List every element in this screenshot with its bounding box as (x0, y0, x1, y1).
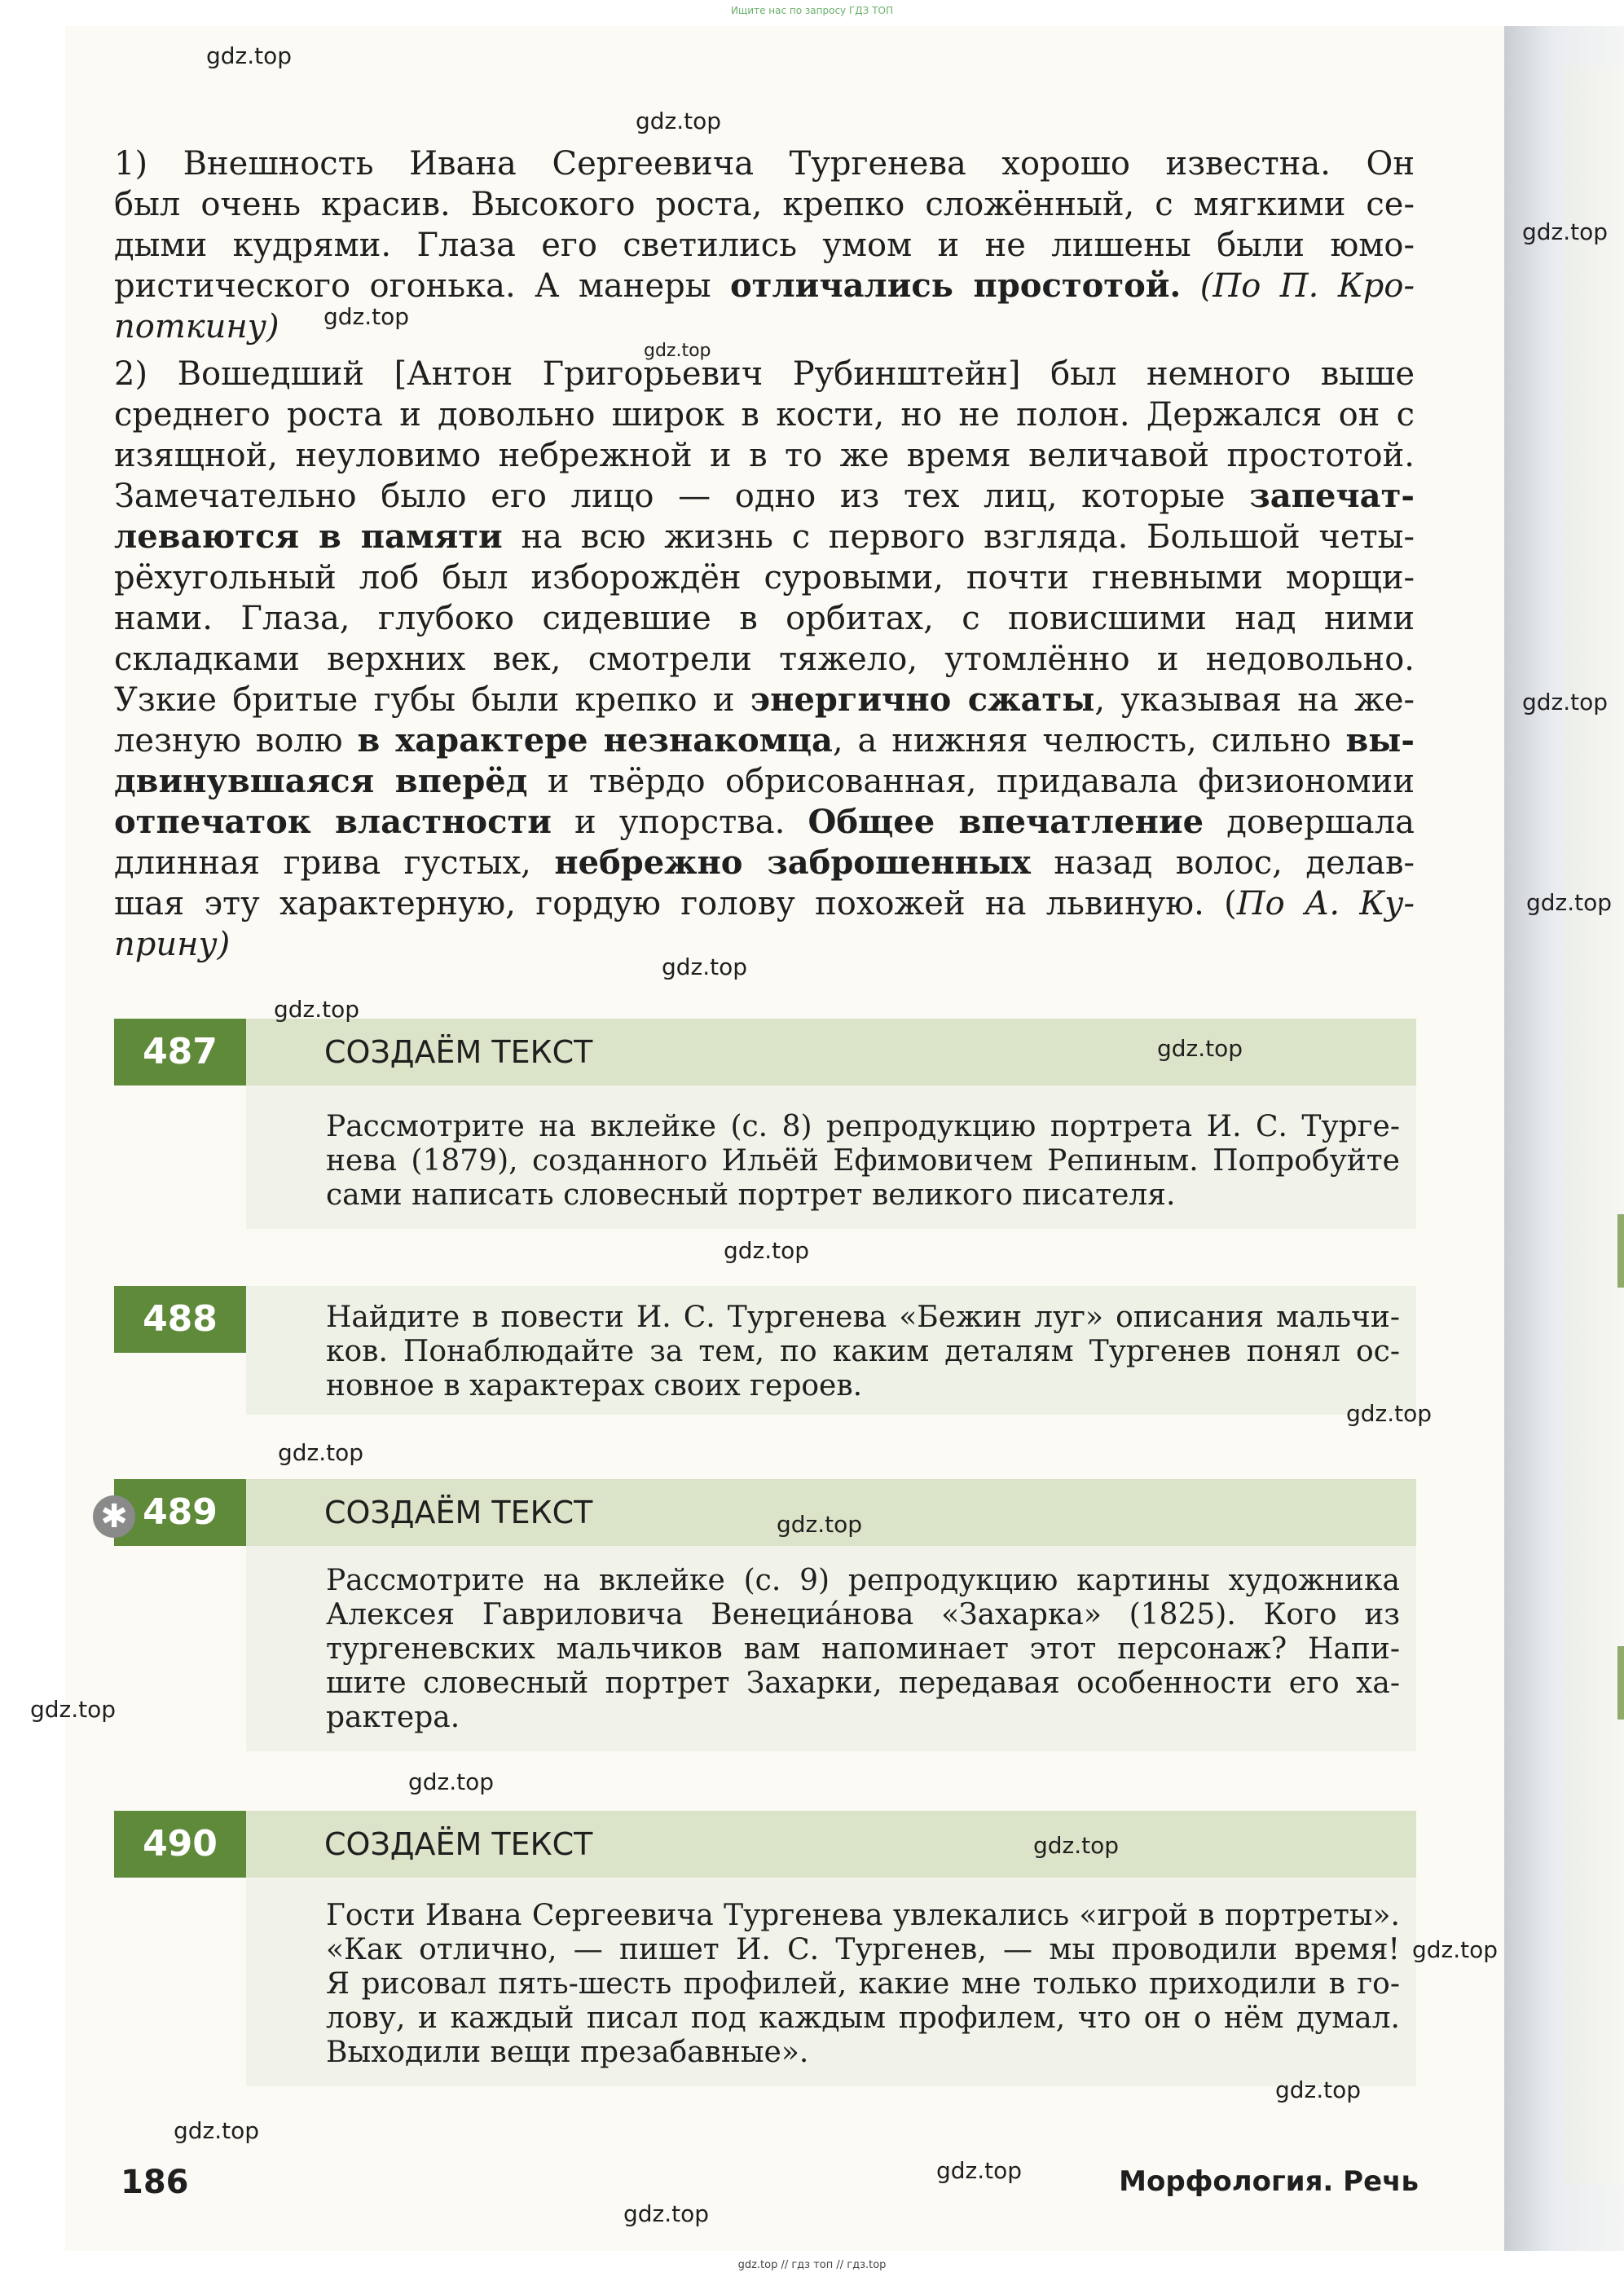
top-note: Ищите нас по запросу ГДЗ ТОП (731, 5, 893, 16)
passage2-line: складками верхних век, смотрели тяжело, утомлённо и недовольно. (114, 641, 1415, 678)
watermark: gdz.top (1033, 1832, 1120, 1859)
passage2-line: Замечательно было его лицо — одно из тех лиц, которые запечат- (114, 477, 1415, 515)
watermark: gdz.top (662, 953, 748, 980)
watermark: gdz.top (274, 996, 360, 1023)
passage2-line: Узкие бритые губы были крепко и энергично сжаты, указывая на же- (114, 680, 1415, 719)
watermark: gdz.top (1412, 1936, 1499, 1963)
exercise-title: СОЗДАЁМ ТЕКСТ (324, 1034, 593, 1070)
page-number: 186 (121, 2164, 189, 2201)
passage2-line: среднего роста и довольно широк в кости, но не полон. Держался он с (114, 396, 1415, 434)
passage1-line: дыми кудрями. Глаза его светились умом и не лишены были юмо- (114, 227, 1415, 264)
bottom-note: gdz.top // гдз топ // гдз.top (737, 2259, 887, 2271)
section-title: Морфология. Речь (1119, 2165, 1419, 2198)
watermark: gdz.top (1526, 889, 1613, 916)
watermark: gdz.top (323, 303, 410, 330)
watermark: gdz.top (408, 1768, 495, 1795)
exercise-text-line: Алексея Гавриловича Венециáнова «Захарка» (1825). Кого из (326, 1598, 1400, 1631)
exercise-490-header (114, 1811, 1416, 1878)
watermark: gdz.top (636, 108, 722, 134)
exercise-text-line: ков. Понаблюдайте за тем, по каким деталям Тургенев понял ос- (326, 1335, 1400, 1368)
exercise-490-body (246, 1878, 1416, 2086)
exercise-title: СОЗДАЁМ ТЕКСТ (324, 1495, 593, 1530)
watermark: gdz.top (1157, 1035, 1243, 1062)
exercise-text-line: новное в характерах своих героев. (326, 1369, 863, 1403)
passage2-line: леваются в памяти на всю жизнь с первого взгляда. Большой четы- (114, 517, 1415, 556)
exercise-text-line: сами написать словесный портрет великого писателя. (326, 1178, 1176, 1212)
exercise-489-body (246, 1546, 1416, 1751)
passage2-line: шая эту характерную, гордую голову похожей на львиную. (По А. Ку- (114, 885, 1415, 923)
exercise-number: 487 (114, 1019, 246, 1085)
watermark: gdz.top (206, 42, 293, 69)
watermark: gdz.top (623, 2200, 710, 2227)
exercise-487-body (246, 1085, 1416, 1229)
passage2-line: изящной, неуловимо небрежной и в то же время величавой простотой. (114, 437, 1415, 474)
exercise-text-line: лову, и каждый писал под каждым профилем, что он о нём думал. (326, 2001, 1400, 2035)
exercise-text-line: Гости Ивана Сергеевича Тургенева увлекались «игрой в портреты». (326, 1899, 1400, 1932)
passage2-line: рёхугольный лоб был изборождён суровыми, почти гневными морщи- (114, 559, 1415, 597)
passage2-line: длинная грива густых, небрежно заброшенных назад волос, делав- (114, 843, 1415, 882)
next-page-marker (1617, 1646, 1624, 1720)
exercise-text-line: Я рисовал пять-шесть профилей, какие мне только приходили в го- (326, 1967, 1400, 2001)
exercise-text-line: Рассмотрите на вклейке (с. 9) репродукцию картины художника (326, 1564, 1400, 1597)
exercise-text-line: шите словесный портрет Захарки, передавая особенности его ха- (326, 1667, 1400, 1700)
watermark: gdz.top (644, 341, 711, 361)
passage1-line: был очень красив. Высокого роста, крепко сложённый, с мягкими се- (114, 186, 1415, 223)
exercise-text-line: тургеневских мальчиков вам напоминает этот персонаж? Напи- (326, 1632, 1400, 1666)
passage2-line: прину) (114, 926, 231, 963)
exercise-text-line: нева (1879), созданного Ильёй Ефимовичем Репиным. Попробуйте (326, 1144, 1400, 1178)
watermark: gdz.top (1346, 1400, 1433, 1427)
watermark: gdz.top (278, 1439, 364, 1466)
exercise-text-line: Рассмотрите на вклейке (с. 8) репродукцию портрета И. С. Турге- (326, 1110, 1400, 1143)
watermark: gdz.top (30, 1696, 117, 1723)
watermark: gdz.top (1522, 689, 1609, 716)
star-icon: ✱ (93, 1495, 135, 1538)
watermark: gdz.top (1275, 2076, 1362, 2103)
watermark: gdz.top (936, 2157, 1023, 2184)
exercise-text-line: «Как отлично, — пишет И. С. Тургенев, — мы проводили время! (326, 1933, 1400, 1966)
next-page-edge (1565, 65, 1624, 2184)
exercise-489-header (114, 1479, 1416, 1546)
exercise-text-line: Выходили вещи презабавные». (326, 2036, 809, 2069)
passage2-line: нами. Глаза, глубоко сидевшие в орбитах, с повисшими над ними (114, 600, 1415, 637)
exercise-number: 488 (114, 1286, 246, 1353)
passage1-line: ристического огонька. А манеры отличались простотой. (По П. Кро- (114, 266, 1415, 305)
exercise-number: 489 (114, 1479, 246, 1546)
next-page-marker (1617, 1214, 1624, 1288)
passage1-line: 1) Внешность Ивана Сергеевича Тургенева хорошо известна. Он (114, 145, 1415, 183)
exercise-number: 490 (114, 1811, 246, 1878)
watermark: gdz.top (724, 1237, 810, 1264)
exercise-title: СОЗДАЁМ ТЕКСТ (324, 1826, 593, 1862)
exercise-488-body (246, 1286, 1416, 1415)
watermark: gdz.top (777, 1511, 863, 1538)
exercise-text-line: Найдите в повести И. С. Тургенева «Бежин луг» описания мальчи- (326, 1301, 1400, 1334)
exercise-text-line: рактера. (326, 1701, 460, 1734)
watermark: gdz.top (1522, 218, 1609, 245)
passage2-line: отпечаток властности и упорства. Общее впечатление довершала (114, 803, 1415, 841)
passage2-line: 2) Вошедший [Антон Григорьевич Рубинштейн] был немного выше (114, 355, 1415, 393)
passage2-line: двинувшаяся вперёд и твёрдо обрисованная, придавала физиономии (114, 762, 1415, 800)
passage2-line: лезную волю в характере незнакомца, а нижняя челюсть, сильно вы- (114, 721, 1415, 760)
passage1-line: поткину) (114, 308, 279, 346)
watermark: gdz.top (174, 2117, 260, 2144)
